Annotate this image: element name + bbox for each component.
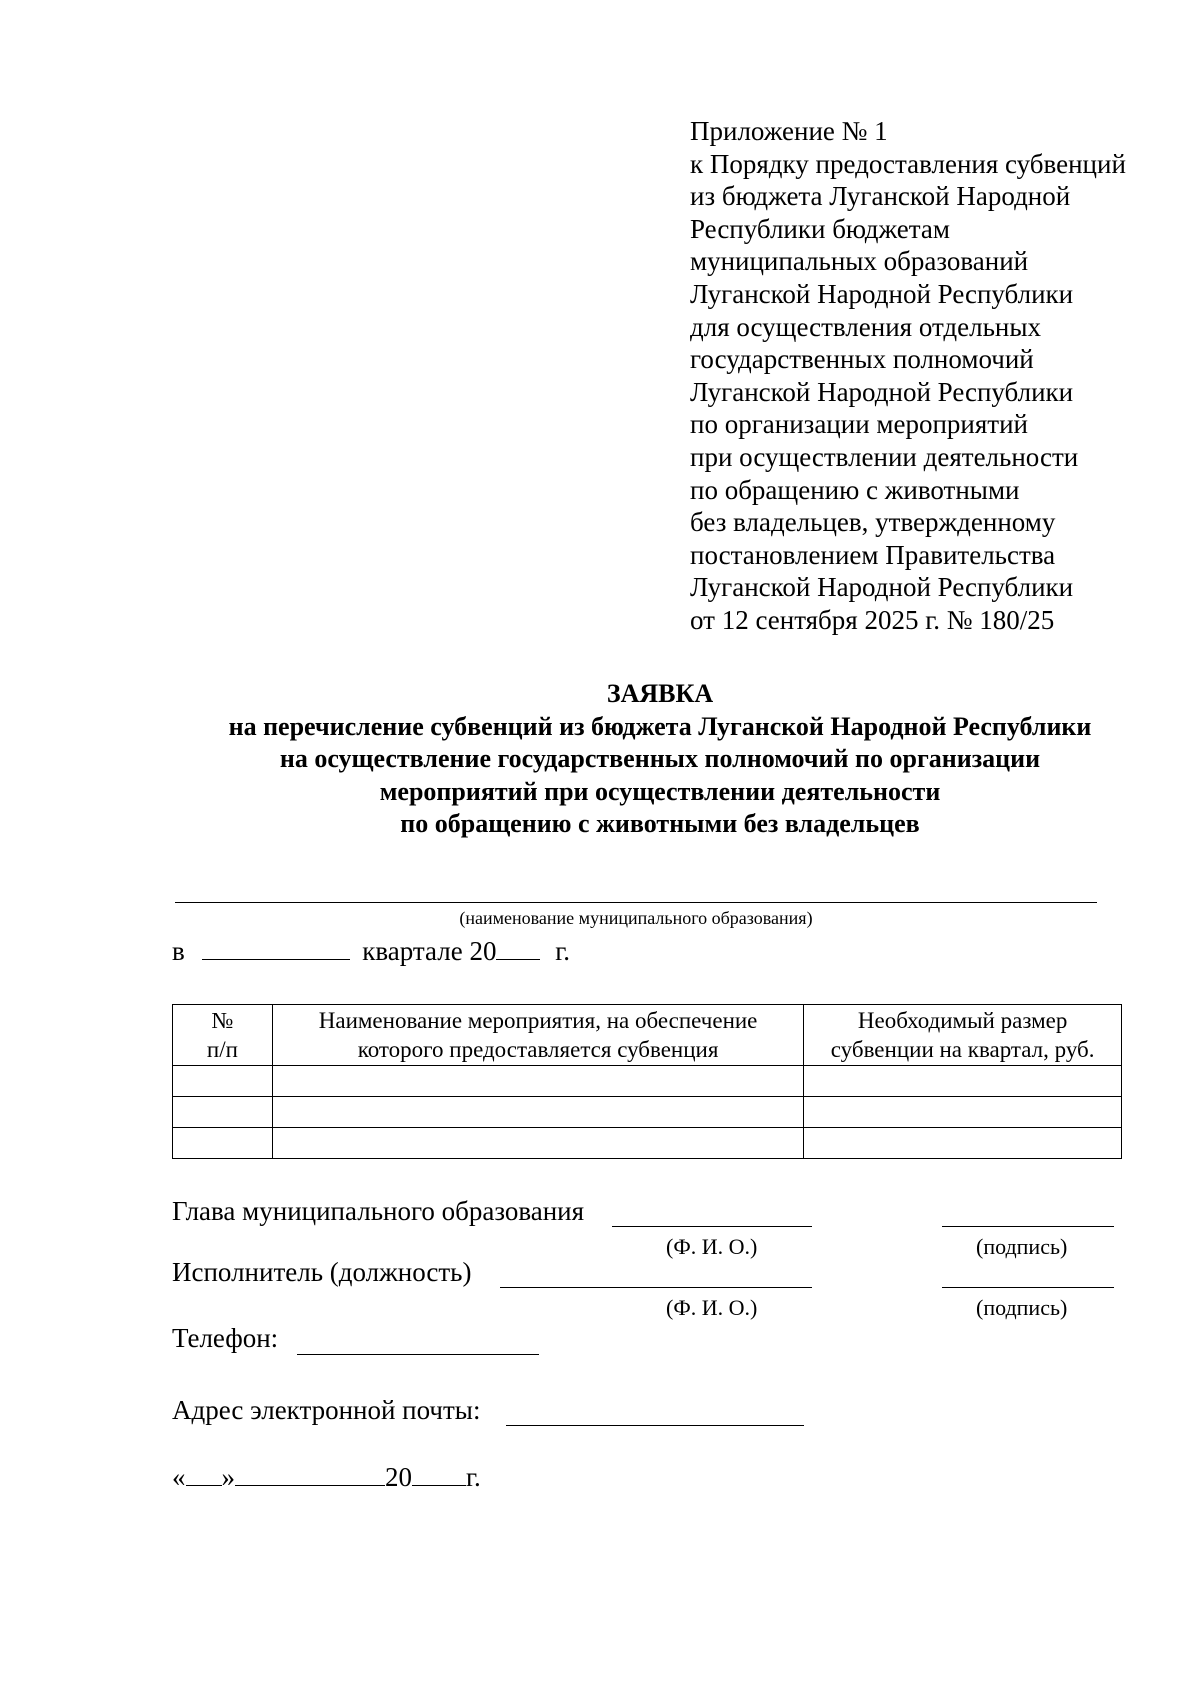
municipality-caption: (наименование муниципального образования): [459, 908, 813, 928]
quarter-suffix: г.: [555, 936, 570, 966]
annex-line: при осуществлении деятельности: [690, 441, 1079, 472]
annex-line: Луганской Народной Республики: [690, 376, 1074, 407]
year-field[interactable]: [496, 935, 540, 960]
annex-line: Республики бюджетам: [690, 213, 950, 244]
header-text: №: [211, 1008, 234, 1033]
date-row: [172, 1461, 481, 1493]
table-cell[interactable]: [173, 1066, 273, 1097]
table-row: [173, 1128, 1122, 1159]
table-cell[interactable]: [272, 1097, 803, 1128]
header-number: [173, 1005, 273, 1066]
table-cell[interactable]: [804, 1097, 1122, 1128]
date-close-quote: »: [221, 1462, 235, 1492]
head-signature-field[interactable]: [942, 1226, 1114, 1227]
title-line: на осуществление государственных полномочий по организации: [279, 744, 1041, 773]
header-text: Наименование мероприятия, на обеспечение: [318, 1008, 758, 1033]
annex-line: Луганской Народной Республики: [690, 572, 1074, 603]
fio-caption: (Ф. И. О.): [666, 1295, 758, 1320]
header-text: субвенции на квартал, руб.: [830, 1037, 1095, 1062]
annex-line: государственных полномочий: [690, 344, 1034, 375]
table-row: [173, 1097, 1122, 1128]
annex-line: из бюджета Луганской Народной: [690, 181, 1071, 212]
email-field[interactable]: [506, 1425, 804, 1426]
table-header-row: [173, 1005, 1122, 1066]
quarter-middle: квартале 20: [362, 936, 497, 966]
annex-line: от 12 сентября 2025 г. № 180/25: [690, 604, 1055, 635]
date-open-quote: «: [172, 1462, 186, 1492]
subsidy-table: [172, 1004, 1122, 1159]
header-text: которого предоставляется субвенция: [357, 1037, 719, 1062]
title-line: мероприятий при осуществлении деятельности: [379, 776, 941, 806]
header-activity-name: [272, 1005, 803, 1066]
table-cell[interactable]: [173, 1097, 273, 1128]
signature-caption: (подпись): [976, 1295, 1068, 1320]
email-label: Адрес электронной почты:: [172, 1395, 481, 1425]
table-cell[interactable]: [173, 1128, 273, 1159]
executor-fio-field[interactable]: [500, 1287, 812, 1288]
table-row: [173, 1066, 1122, 1097]
annex-reference: [690, 115, 1170, 637]
annex-line: без владельцев, утвержденному: [690, 507, 1056, 538]
title-line: по обращению с животными без владельцев: [400, 809, 920, 838]
annex-line: по обращению с животными: [690, 474, 1020, 505]
executor-signature-field[interactable]: [942, 1287, 1114, 1288]
table-cell[interactable]: [804, 1128, 1122, 1159]
signature-caption: (подпись): [976, 1234, 1068, 1259]
date-year-field[interactable]: [412, 1461, 466, 1486]
annex-line: Приложение № 1: [690, 116, 888, 146]
document-title: [160, 678, 1160, 841]
annex-line: к Порядку предоставления субвенций: [690, 148, 1126, 179]
annex-line: по организации мероприятий: [690, 409, 1028, 440]
table-cell[interactable]: [272, 1066, 803, 1097]
annex-line: Луганской Народной Республики: [690, 278, 1074, 309]
header-subsidy-amount: [804, 1005, 1122, 1066]
annex-line: муниципальных образований: [690, 246, 1029, 277]
date-year-prefix: 20: [385, 1462, 412, 1492]
fio-caption: (Ф. И. О.): [666, 1234, 758, 1259]
date-month-field[interactable]: [235, 1461, 385, 1486]
header-text: Необходимый размер: [857, 1008, 1068, 1033]
head-label: Глава муниципального образования: [172, 1196, 585, 1226]
quarter-prefix: в: [172, 936, 185, 966]
title-heading: ЗАЯВКА: [606, 679, 714, 708]
quarter-row: [172, 935, 570, 967]
quarter-field[interactable]: [202, 935, 350, 960]
municipality-name-field[interactable]: [175, 902, 1097, 903]
title-line: на перечисление субвенций из бюджета Луганской Народной Республики: [228, 711, 1092, 741]
executor-label: Исполнитель (должность): [172, 1257, 472, 1287]
head-fio-field[interactable]: [612, 1226, 812, 1227]
annex-line: постановлением Правительства: [690, 539, 1056, 570]
table-cell[interactable]: [804, 1066, 1122, 1097]
date-day-field[interactable]: [186, 1461, 222, 1486]
header-text: п/п: [206, 1037, 238, 1062]
date-suffix: г.: [466, 1462, 481, 1492]
phone-label: Телефон:: [172, 1323, 279, 1353]
annex-line: для осуществления отдельных: [690, 311, 1042, 342]
phone-field[interactable]: [297, 1354, 539, 1355]
table-cell[interactable]: [272, 1128, 803, 1159]
